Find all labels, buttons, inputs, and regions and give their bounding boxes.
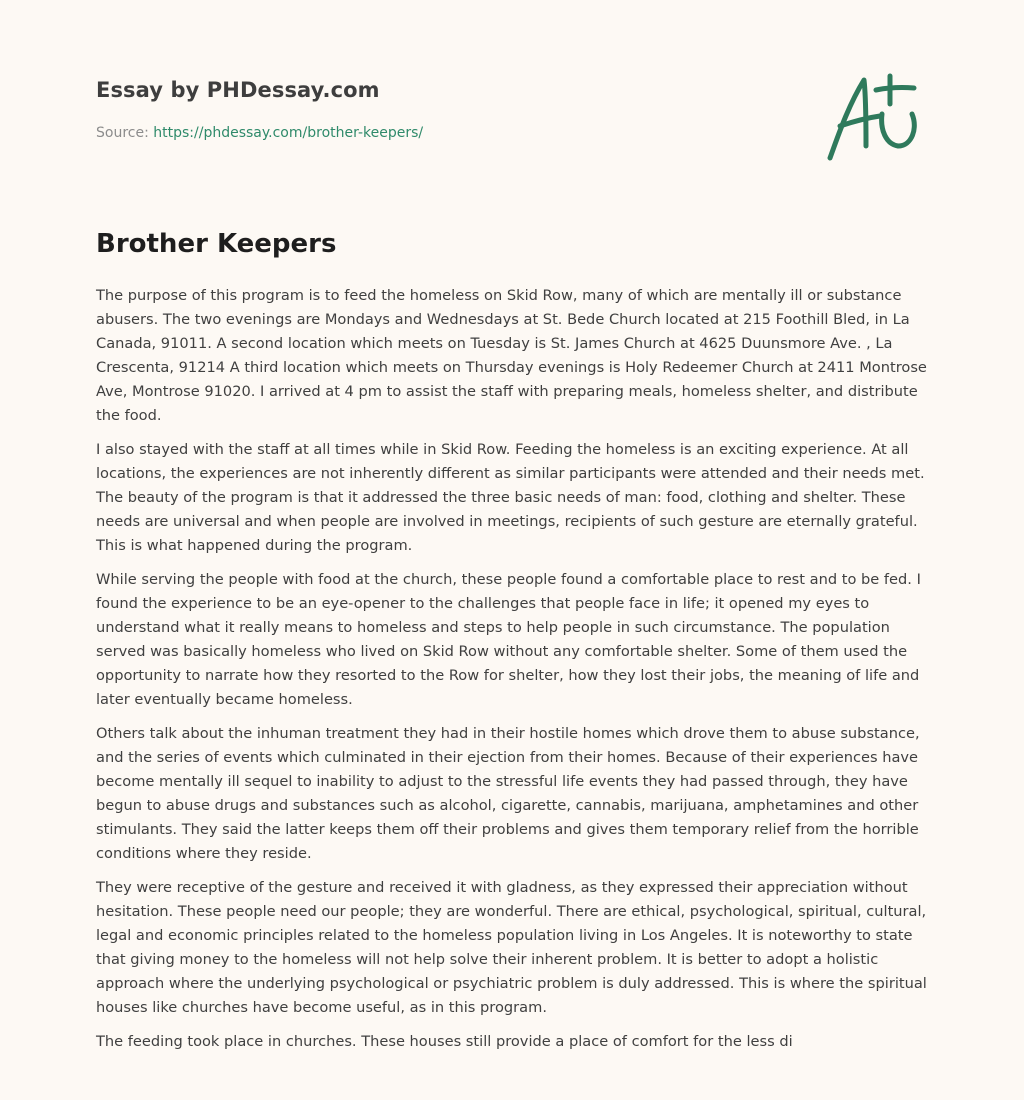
paragraph: Others talk about the inhuman treatment they had in their hostile homes which drove them to abuse substance, and the series of events which culminated in their ejection from their homes. Because of their experiences have become mentally ill sequel to inability to adjust to the stressful life events they had passed through, they have begun to abuse drugs and substances such as alcohol, cigarette, cannabis, marijuana, amphetamines and other stimulants. They said the latter keeps them off their problems and gives them temporary relief from the horrible conditions where they reside. bbox=[96, 725, 920, 862]
source-label: Source: bbox=[96, 125, 154, 141]
site-name: Essay by PHDessay.com bbox=[96, 78, 380, 102]
paragraph: The feeding took place in churches. These houses still provide a place of comfort for the less di bbox=[96, 1033, 793, 1050]
essay-title: Brother Keepers bbox=[96, 229, 337, 259]
source-line bbox=[96, 123, 796, 143]
paragraph: I also stayed with the staff at all times while in Skid Row. Feeding the homeless is an exciting experience. At all locations, the experiences are not inherently different as similar participants were attended and their needs met. The beauty of the program is that it addressed the three basic needs of man: food, clothing and shelter. These needs are universal and when people are involved in meetings, recipients of such gesture are eternally grateful. This is what happened during the program. bbox=[96, 441, 925, 554]
a-plus-grade-icon bbox=[820, 66, 930, 166]
essay-body bbox=[96, 284, 928, 1064]
essay-header bbox=[96, 76, 796, 143]
paragraph: While serving the people with food at the church, these people found a comfortable place to rest and to be fed. I found the experience to be an eye-opener to the challenges that people face in life; it opened my eyes to understand what it really means to homeless and steps to help people in such circumstance. The population served was basically homeless who lived on Skid Row without any comfortable shelter. Some of them used the opportunity to narrate how they resorted to the Row for shelter, how they lost their jobs, the meaning of life and later eventually became homeless. bbox=[96, 571, 921, 708]
source-link[interactable]: https://phdessay.com/brother-keepers/ bbox=[153, 125, 424, 141]
paragraph: They were receptive of the gesture and received it with gladness, as they expressed their appreciation without hesitation. These people need our people; they are wonderful. There are ethical, psychological, spiritual, cultural, legal and economic principles related to the homeless population living in Los Angeles. It is noteworthy to state that giving money to the homeless will not help solve their inherent problem. It is better to adopt a holistic approach where the underlying psychological or psychiatric problem is duly addressed. This is where the spiritual houses like churches have become useful, as in this program. bbox=[96, 879, 927, 1016]
paragraph: The purpose of this program is to feed the homeless on Skid Row, many of which are mentally ill or substance abusers. The two evenings are Mondays and Wednesdays at St. Bede Church located at 215 Foothill Bled, in La Canada, 91011. A second location which meets on Tuesday is St. James Church at 4625 Duunsmore Ave. , La Crescenta, 91214 A third location which meets on Thursday evenings is Holy Redeemer Church at 2411 Montrose Ave, Montrose 91020. I arrived at 4 pm to assist the staff with preparing meals, homeless shelter, and distribute the food. bbox=[96, 287, 927, 424]
